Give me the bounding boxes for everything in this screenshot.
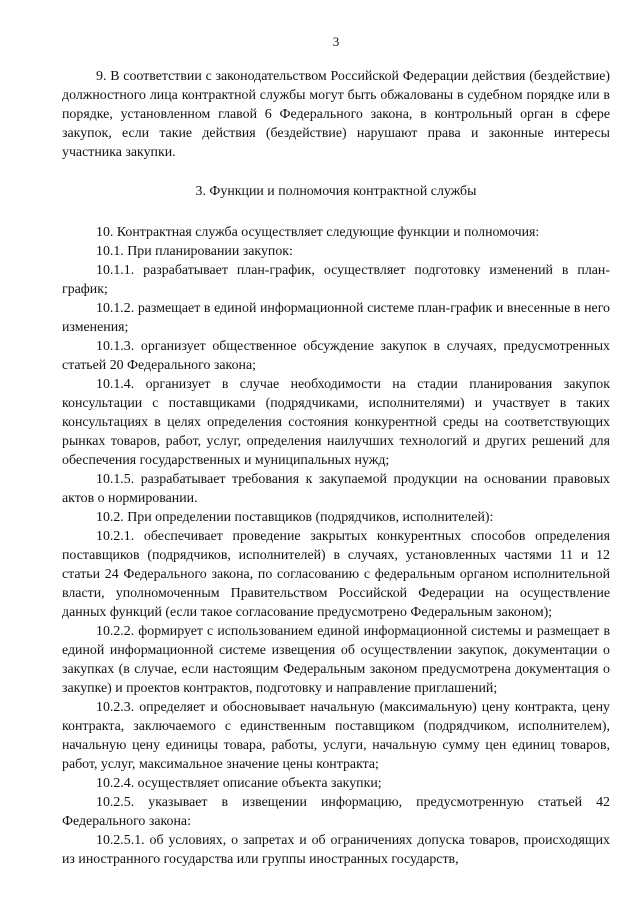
document-page — [62, 32, 610, 869]
paragraph-10-2-3: 10.2.3. определяет и обосновывает начальную (максимальную) цену контракта, цену контракта, заключаемого с единственным поставщиком (подрядчиком, исполнителем), начальную цену единицы товара, работы, услуги, начальную сумму цен единиц товаров, работ, услуг, максимальное значение цены контракта; — [62, 700, 610, 772]
paragraph-9: 9. В соответствии с законодательством Российской Федерации действия (бездействие) должностного лица контрактной службы могут быть обжалованы в судебном порядке или в порядке, установленном главой 6 Федерального закона, в контрольный орган в сфере закупок, если такие действия (бездействие) нарушают права и законные интересы участника закупки. — [62, 69, 610, 160]
paragraph-10-2-5-1: 10.2.5.1. об условиях, о запретах и об ограничениях допуска товаров, происходящих из иностранного государства или группы иностранных государств, — [62, 833, 610, 867]
paragraph-10-2-2: 10.2.2. формирует с использованием единой информационной системы и размещает в единой информационной системе извещения об осуществлении закупок, документации о закупках (в случае, если настоящим Федеральным законом предусмотрена документация о закупке) и проектов контрактов, подготовку и направление приглашений; — [62, 624, 610, 696]
paragraph-10-1-4: 10.1.4. организует в случае необходимости на стадии планирования закупок консультации с поставщиками (подрядчиками, исполнителями) и участвует в таких консультациях в целях определения состояния конкурентной среды на соответствующих рынках товаров, работ, услуг, определения наилучших технологий и других решений для обеспечения государственных и муниципальных нужд; — [62, 377, 610, 468]
page-number: 3 — [332, 34, 340, 49]
paragraph-10-1-5: 10.1.5. разрабатывает требования к закупаемой продукции на основании правовых актов о нормировании. — [62, 472, 610, 506]
paragraph-10-2-1: 10.2.1. обеспечивает проведение закрытых конкурентных способов определения поставщиков (подрядчиков, исполнителей) в случаях, установленных частями 11 и 12 статьи 24 Федерального закона, по согласованию с федеральным органом исполнительной власти, уполномоченным Правительством Российской Федерации на осуществление данных функций (если такое согласование предусмотрено Федеральным законом); — [62, 529, 610, 620]
paragraph-10: 10. Контрактная служба осуществляет следующие функции и полномочия: — [96, 225, 540, 240]
paragraph-10-2-4: 10.2.4. осуществляет описание объекта закупки; — [96, 776, 382, 791]
paragraph-10-2-5: 10.2.5. указывает в извещении информацию, предусмотренную статьей 42 Федерального закона: — [62, 795, 610, 829]
paragraph-10-1-3: 10.1.3. организует общественное обсуждение закупок в случаях, предусмотренных статьей 20 Федерального закона; — [62, 339, 610, 373]
paragraph-10-1-1: 10.1.1. разрабатывает план-график, осуществляет подготовку изменений в план-график; — [62, 263, 610, 297]
section-heading: 3. Функции и полномочия контрактной службы — [195, 184, 477, 199]
paragraph-10-1: 10.1. При планировании закупок: — [96, 244, 293, 259]
paragraph-10-1-2: 10.1.2. размещает в единой информационной системе план-график и внесенные в него изменения; — [62, 301, 610, 335]
paragraph-10-2: 10.2. При определении поставщиков (подрядчиков, исполнителей): — [96, 510, 494, 525]
